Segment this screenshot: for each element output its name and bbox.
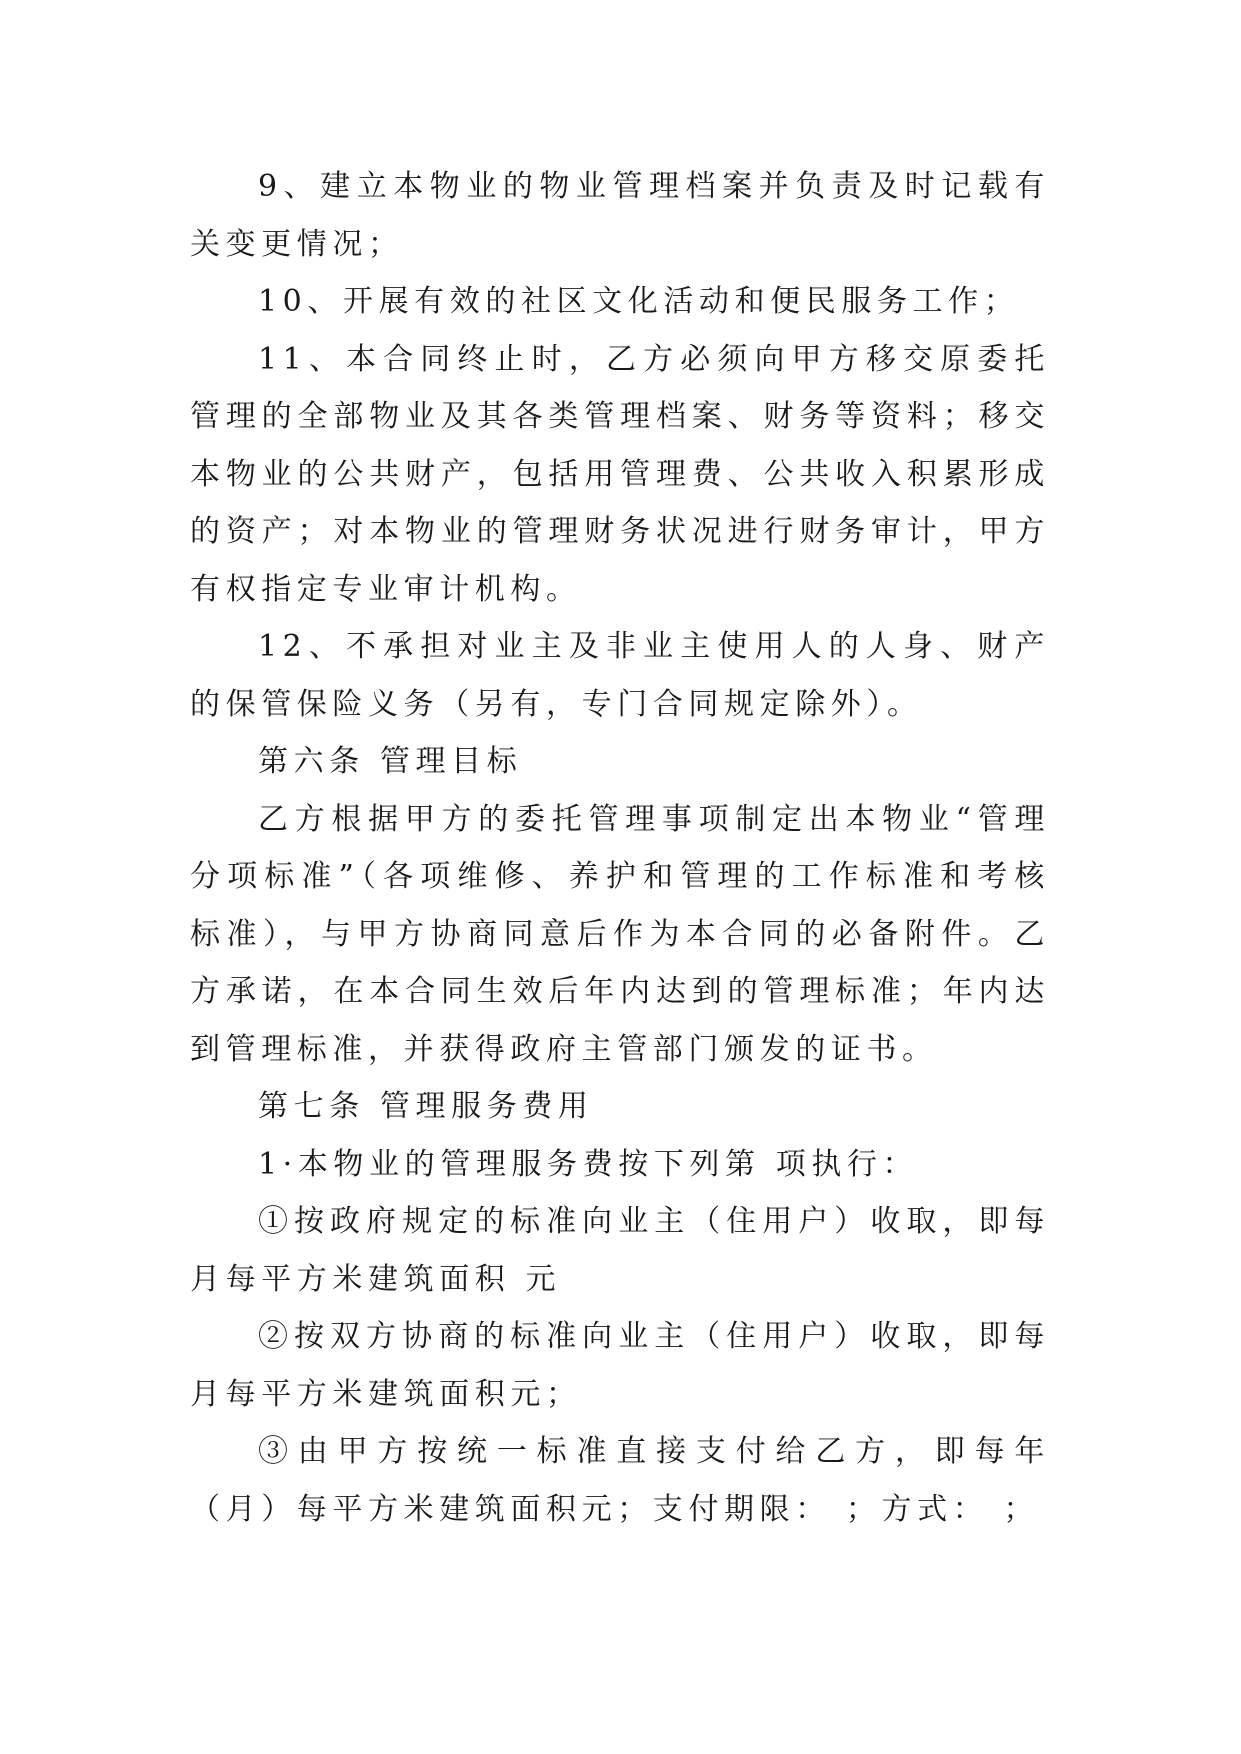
paragraph-fee-option-2: ②按双方协商的标准向业主（住用户）收取，即每月每平方米建筑面积元； bbox=[190, 1319, 1050, 1412]
paragraph-fee-option-3: ③由甲方按统一标准直接支付给乙方，即每年（月）每平方米建筑面积元；支付期限： ；方式： ； bbox=[190, 1434, 1050, 1527]
paragraph-item-9: 9、建立本物业的物业管理档案并负责及时记载有关变更情况； bbox=[190, 169, 1050, 262]
paragraph-item-12: 12、不承担对业主及非业主使用人的人身、财产的保管保险义务（另有，专门合同规定除外）。 bbox=[190, 629, 1050, 722]
section-heading-article-6: 第六条 管理目标 bbox=[258, 744, 523, 779]
paragraph-item-11: 11、本合同终止时，乙方必须向甲方移交原委托管理的全部物业及其各类管理档案、财务等资料；移交本物业的公共财产，包括用管理费、公共收入积累形成的资产；对本物业的管理财务状况进行财务审计，甲方有权指定专业审计机构。 bbox=[190, 341, 1050, 607]
paragraph-item-10: 10、开展有效的社区文化活动和便民服务工作； bbox=[258, 284, 1020, 319]
paragraph-fee-option-1: ①按政府规定的标准向业主（住用户）收取，即每月每平方米建筑面积 元 bbox=[190, 1204, 1050, 1297]
paragraph-fee-item-1: 1·本物业的管理服务费按下列第 项执行： bbox=[258, 1146, 919, 1182]
document-body bbox=[190, 158, 1050, 1538]
section-heading-article-7: 第七条 管理服务费用 bbox=[258, 1089, 594, 1124]
paragraph-management-goal: 乙方根据甲方的委托管理事项制定出本物业“管理分项标准”（各项维修、养护和管理的工作标准和考核标准），与甲方协商同意后作为本合同的必备附件。乙方承诺，在本合同生效后年内达到的管理标准；年内达到管理标准，并获得政府主管部门颁发的证书。 bbox=[190, 801, 1050, 1067]
